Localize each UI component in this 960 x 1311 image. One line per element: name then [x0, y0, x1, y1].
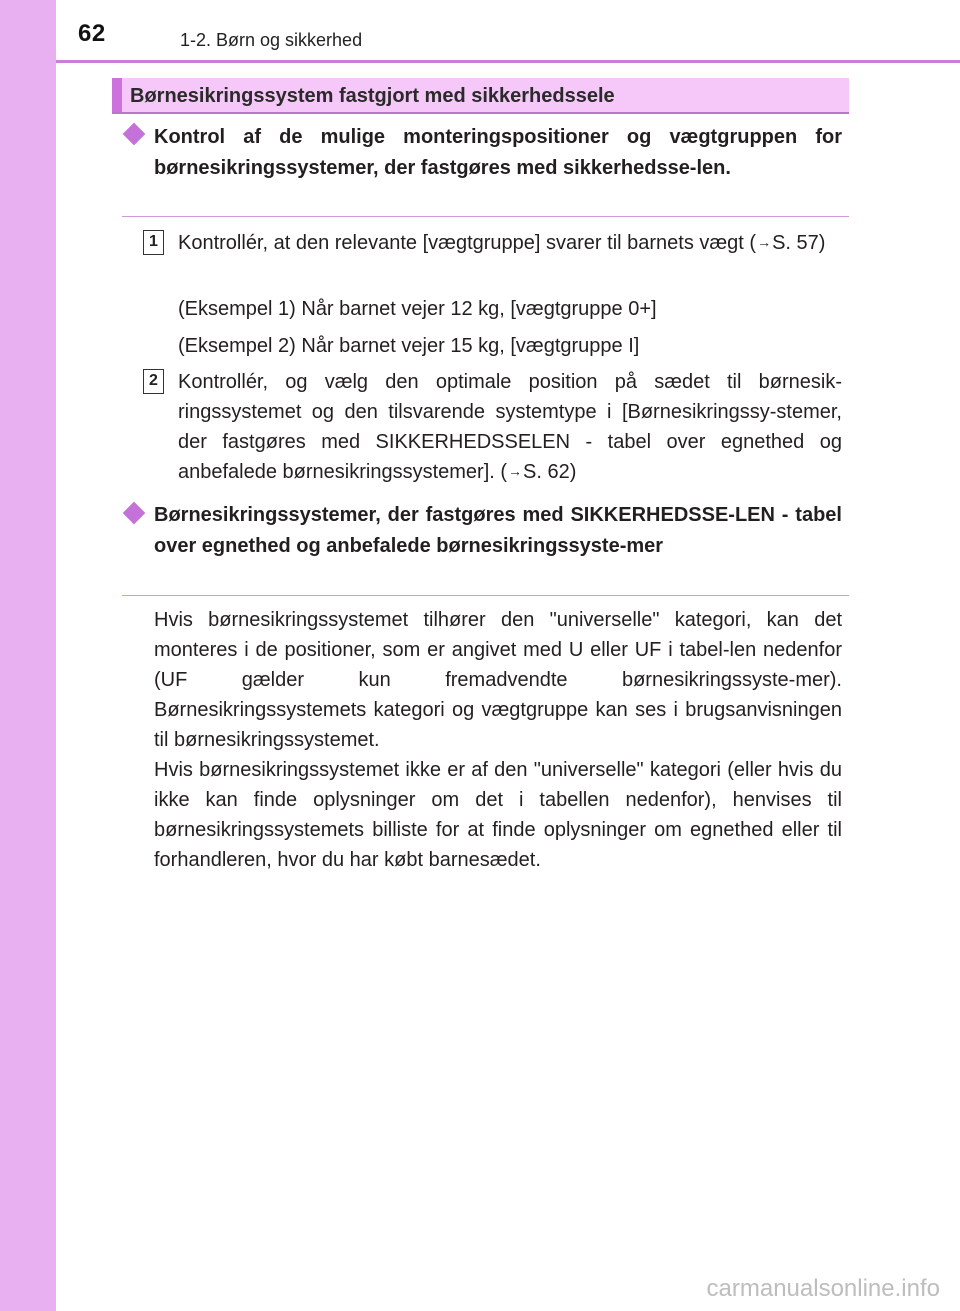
block2-heading: Børnesikringssystemer, der fastgøres med SIKKERHEDSSE-LEN - tabel over egnethed og anbefalede børnesikringssyste-mer	[154, 504, 842, 557]
step2-text	[178, 367, 842, 488]
step-number-1: 1	[143, 230, 164, 255]
block2-heading-divider	[122, 595, 849, 596]
watermark: carmanualsonline.info	[706, 1275, 940, 1302]
side-tab-strip	[0, 0, 56, 1311]
step-number-2: 2	[143, 369, 164, 394]
block2-paragraph-1: Hvis børnesikringssystemet tilhører den "universelle" kategori, kan det monteres i de positioner, som er angivet med U eller UF i tabel-len nedenfor (UF gælder kun fremadvendte børnesikringssyste-mer). Børnesikringssystemets kategori og vægtgruppe kan ses i brugsanvisningen til børnesikringssystemet.	[154, 609, 842, 751]
section-title-box	[112, 78, 849, 114]
example-1: (Eksempel 1) Når barnet vejer 12 kg, [vægtgruppe 0+]	[178, 298, 657, 320]
step1-text	[178, 228, 842, 259]
step2-page-ref[interactable]: S. 62)	[523, 461, 577, 483]
step2-text-main: Kontrollér, og vælg den optimale position på sædet til børnesik-ringssystemet og den tilsvarende systemtype i [Børnesikringssy-stemer, der fastgøres med SIKKERHEDSSELEN - tabel over egnethed og anbefalede børnesikringssystemer]. (	[178, 371, 842, 483]
diamond-bullet-icon	[123, 502, 146, 525]
block2-paragraph-2: Hvis børnesikringssystemet ikke er af den "universelle" kategori (eller hvis du ikke kan finde oplysninger om det i tabellen nedenfor), henvises til børnesikringssystemets billiste for at finde oplysninger om egnethed eller til forhandleren, hvor du har købt barnesædet.	[154, 759, 842, 871]
section-title: Børnesikringssystem fastgjort med sikkerhedssele	[130, 85, 615, 107]
example-2: (Eksempel 2) Når barnet vejer 15 kg, [vægtgruppe I]	[178, 335, 640, 357]
step1-page-ref[interactable]: S. 57)	[772, 232, 826, 254]
block1-heading-divider	[122, 216, 849, 217]
block1-heading: Kontrol af de mulige monteringspositioner og vægtgruppen for børnesikringssystemer, der fastgøres med sikkerhedsse-len.	[154, 126, 842, 179]
page-number: 62	[78, 20, 106, 47]
arrow-icon: →	[508, 463, 523, 479]
diamond-bullet-icon	[123, 123, 146, 146]
arrow-icon: →	[757, 234, 772, 250]
step1-text-main: Kontrollér, at den relevante [vægtgruppe] svarer til barnets vægt (	[178, 232, 757, 254]
section-accent-bar	[112, 78, 122, 112]
chapter-title: 1-2. Børn og sikkerhed	[180, 30, 363, 50]
header-divider	[56, 60, 960, 63]
